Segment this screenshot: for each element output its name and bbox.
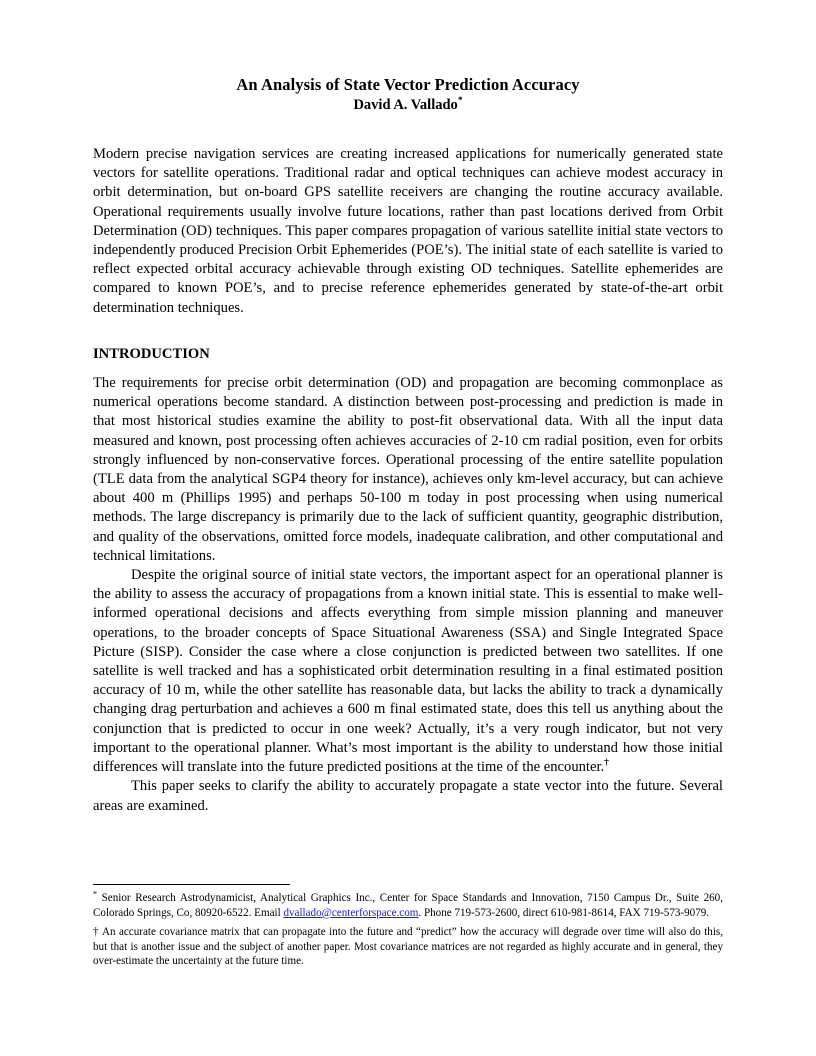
footnote-separator-rule	[93, 884, 290, 885]
intro-paragraph-2-text: Despite the original source of initial state vectors, the important aspect for an operational planner is the ability to assess the accuracy of propagations from a known initial state. This is essential to make well-informed operational decisions and affects everything from simple mission planning and maneuver operations, to the broader concepts of Space Situational Awareness (SSA) and Single Integrated Space Picture (SISP). Consider the case where a close conjunction is predicted between two satellites. If one satellite is well tracked and has a sophisticated orbit determination resulting in a final estimated position accuracy of 10 m, while the other satellite has reasonable data, but lacks the ability to track a dynamically changing drag perturbation and achieves a 600 m final estimated state, does this tell us anything about the conjunction that is predicted to occur in one week? Actually, it’s a very rough indicator, but not very important to the operational planner. What’s most important is the ability to understand how those initial differences will translate into the future predicted positions at the time of the encounter.	[93, 567, 723, 776]
author-email-link[interactable]: dvallado@centerforspace.com	[283, 906, 419, 919]
footnote-marker-asterisk: *	[93, 889, 97, 899]
footnote-covariance-text: An accurate covariance matrix that can propagate into the future and “predict” how the accuracy will degrade over time will also do this, but that is another issue and the subject of another paper. Most covariance matrices are not regarded as highly accurate and in general, they over-estimate the uncertainty at the future time.	[93, 926, 724, 968]
intro-paragraph-3: This paper seeks to clarify the ability to accurately propagate a state vector into the future. Several areas are examined.	[93, 778, 723, 814]
author-name: David A. Vallado	[353, 97, 458, 113]
section-introduction	[93, 345, 723, 816]
page-content	[93, 0, 723, 816]
abstract-paragraph: Modern precise navigation services are creating increased applications for numerically generated state vectors for satellite operations. Traditional radar and optical techniques can achieve modest accuracy in orbit determination, but on-board GPS satellite receivers are changing the routine accuracy available. Operational requirements usually involve future locations, rather than past locations derived from Orbit Determination (OD) techniques. This paper compares propagation of various satellite initial state vectors to independently produced Precision Orbit Ephemerides (POE’s). The initial state of each satellite is varied to reflect expected orbital accuracy achievable through existing OD techniques. Satellite ephemerides are compared to known POE’s, and to precise reference ephemerides generated by state-of-the-art orbit determination techniques.	[93, 146, 723, 316]
dagger-footnote-marker: †	[604, 758, 609, 769]
page-title: An Analysis of State Vector Prediction Accuracy	[236, 75, 580, 94]
footnote-text-after-email: . Phone 719-573-2600, direct 610-981-8614, FAX 719-573-9079.	[418, 906, 710, 919]
footnote-covariance-note	[93, 925, 723, 969]
author-footnote-marker: *	[457, 96, 463, 107]
footnote-text-before-email: Senior Research Astrodynamicist, Analytical Graphics Inc., Center for Space Standards and Innovation, 7150 Campus Dr., Suite 260, Colorado Springs, Co, 80920-6522. Email	[93, 892, 723, 919]
abstract-section	[93, 145, 723, 318]
intro-paragraph-1: The requirements for precise orbit determination (OD) and propagation are becoming commonplace as numerical operations become standard. A distinction between post-processing and prediction is made in that most historical studies examine the ability to post-fit observational data. With all the input data measured and known, post processing often achieves accuracies of 2-10 cm radial position, even for orbits strongly influenced by non-conservative forces. Operational processing of the entire satellite population (TLE data from the analytical SGP4 theory for instance), achieves only km-level accuracy, but can achieve about 400 m (Phillips 1995) and perhaps 50-100 m today in post processing when using numerical methods. The large discrepancy is primarily due to the lack of sufficient quantity, geographic distribution, and quality of the observations, omitted force models, inadequate calibration, and other computational and technical limitations.	[93, 375, 723, 564]
author-line	[93, 96, 723, 115]
section-heading-introduction: INTRODUCTION	[93, 345, 210, 362]
footnote-marker-dagger: †	[93, 926, 100, 939]
footnote-author-affiliation	[93, 891, 723, 920]
intro-paragraph-2	[93, 566, 723, 777]
footnotes-area	[93, 884, 723, 969]
title-block	[93, 75, 723, 115]
